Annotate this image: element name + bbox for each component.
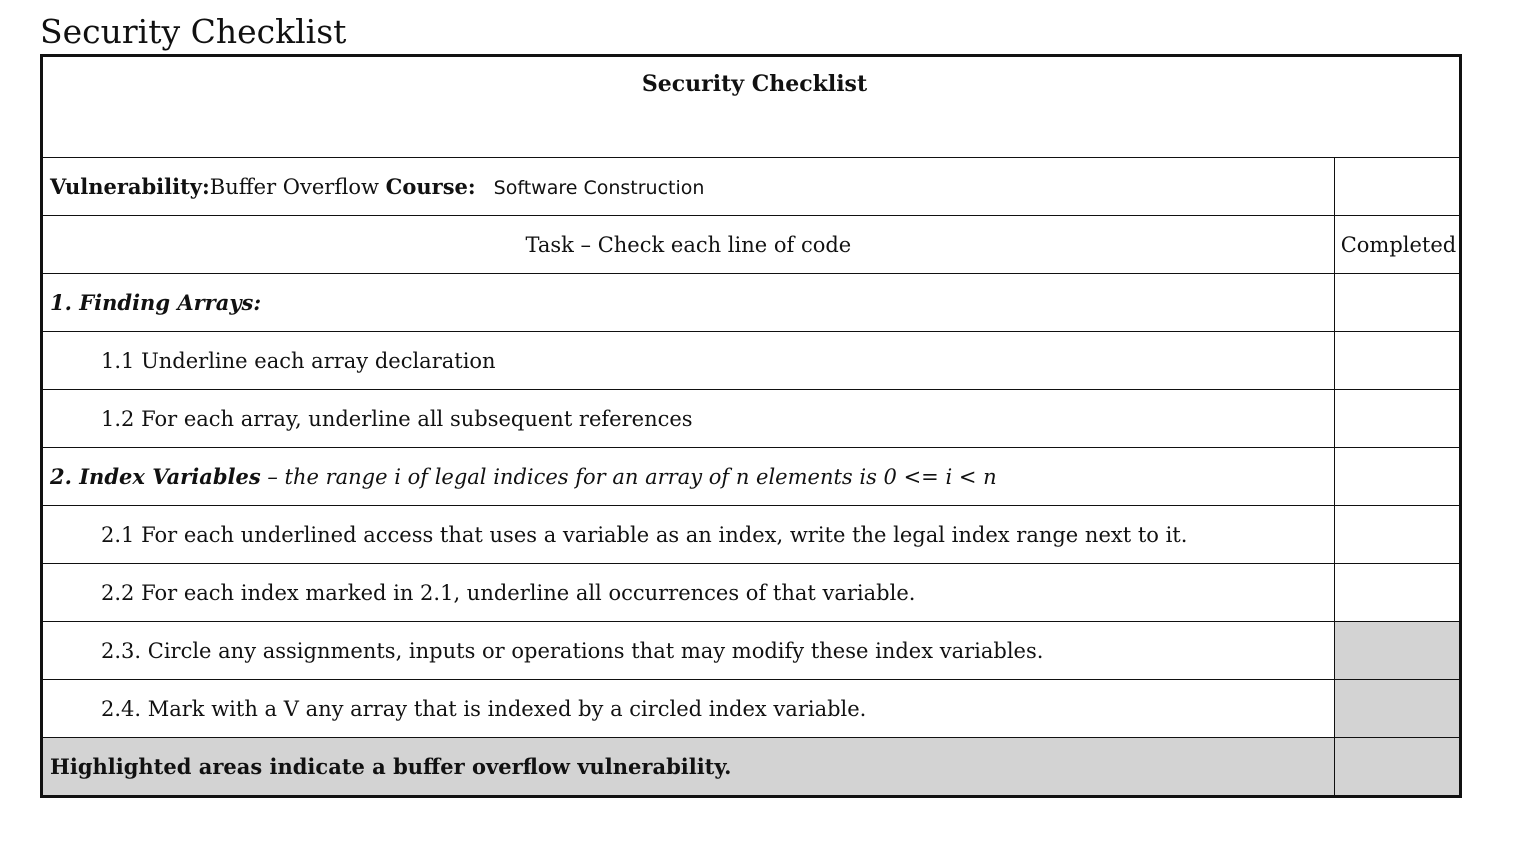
table-title-text: Security Checklist <box>641 71 868 97</box>
header-row <box>42 216 1461 274</box>
table-row <box>42 332 1461 390</box>
table-row <box>42 622 1461 680</box>
security-checklist-table <box>40 54 1462 798</box>
table-row <box>42 680 1461 738</box>
table-title-row <box>42 56 1461 158</box>
course-label: Course: <box>385 174 476 199</box>
item-2-2: 2.2 For each index marked in 2.1, underline all occurrences of that variable. <box>42 564 1335 622</box>
completed-cell-2-2[interactable] <box>1334 564 1460 622</box>
completed-cell-2-1[interactable] <box>1334 506 1460 564</box>
item-2-3: 2.3. Circle any assignments, inputs or operations that may modify these index variables. <box>42 622 1335 680</box>
section-2-cell <box>42 448 1335 506</box>
table-row <box>42 564 1461 622</box>
item-2-4: 2.4. Mark with a V any array that is indexed by a circled index variable. <box>42 680 1335 738</box>
completed-cell-2-3-highlighted[interactable] <box>1334 622 1460 680</box>
completed-cell-footer-highlighted[interactable] <box>1334 738 1460 797</box>
section-1-title: 1. Finding Arrays: <box>42 274 1335 332</box>
vulnerability-value: Buffer Overflow <box>209 175 379 199</box>
section-2-title: 2. Index Variables <box>50 464 261 489</box>
task-header: Task – Check each line of code <box>42 216 1335 274</box>
item-1-1: 1.1 Underline each array declaration <box>42 332 1335 390</box>
info-completed-cell[interactable] <box>1334 158 1460 216</box>
completed-cell-2-4-highlighted[interactable] <box>1334 680 1460 738</box>
section-row-1 <box>42 274 1461 332</box>
item-2-1: 2.1 For each underlined access that uses a variable as an index, write the legal index range next to it. <box>42 506 1335 564</box>
footer-note: Highlighted areas indicate a buffer overflow vulnerability. <box>42 738 1335 797</box>
course-value: Software Construction <box>493 177 705 199</box>
completed-cell-section-1[interactable] <box>1334 274 1460 332</box>
footer-row <box>42 738 1461 797</box>
completed-cell-1-1[interactable] <box>1334 332 1460 390</box>
vulnerability-label: Vulnerability: <box>50 174 210 199</box>
info-row <box>42 158 1461 216</box>
section-row-2 <box>42 448 1461 506</box>
completed-cell-section-2[interactable] <box>1334 448 1460 506</box>
info-cell <box>42 158 1335 216</box>
page-title: Security Checklist <box>40 12 347 51</box>
table-row <box>42 390 1461 448</box>
table-row <box>42 506 1461 564</box>
table-title <box>42 56 1461 158</box>
section-2-note: – the range i of legal indices for an array of n elements is 0 <= i < n <box>260 465 997 489</box>
item-1-2: 1.2 For each array, underline all subsequent references <box>42 390 1335 448</box>
completed-header: Completed <box>1334 216 1460 274</box>
completed-cell-1-2[interactable] <box>1334 390 1460 448</box>
